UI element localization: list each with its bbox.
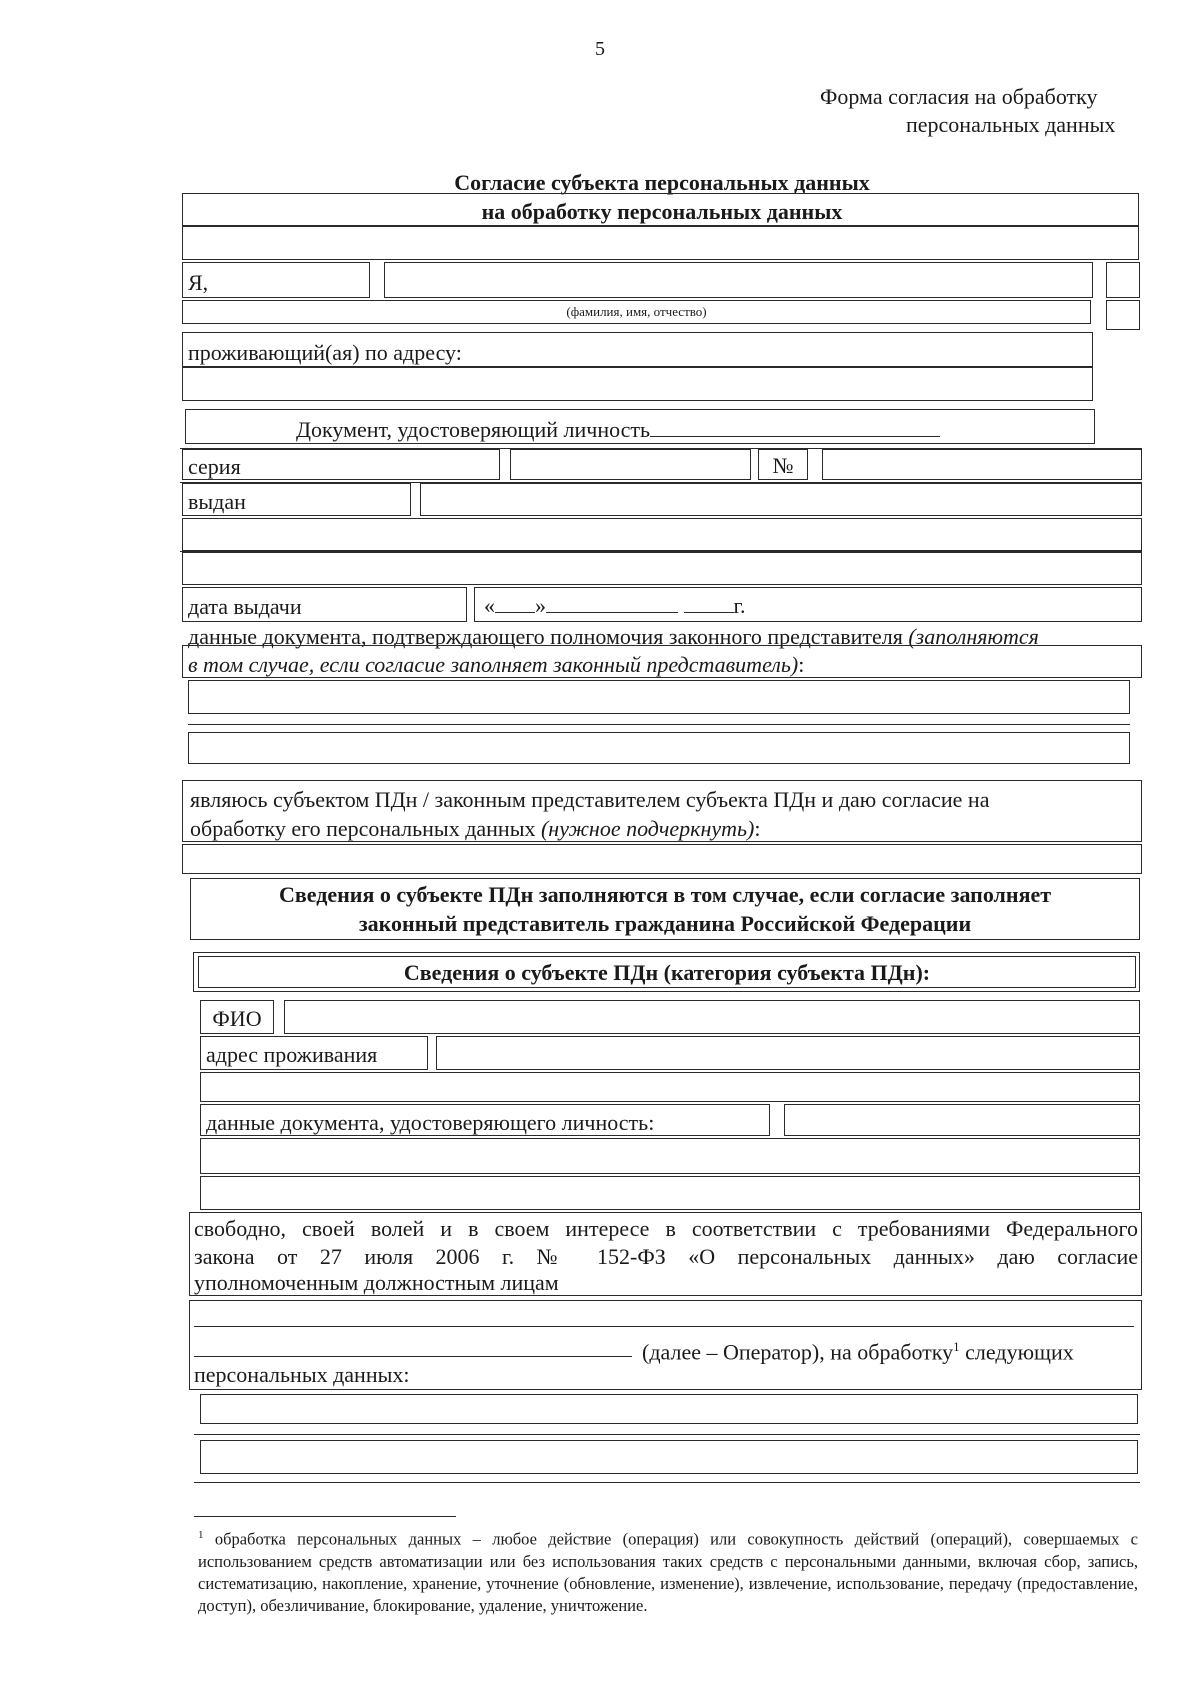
- side-box: [1106, 262, 1140, 298]
- issue-date-row: [484, 592, 746, 619]
- subject-id-doc-field-2[interactable]: [200, 1138, 1140, 1174]
- id-doc-label: Документ, удостоверяющий личность: [296, 417, 651, 442]
- series-field[interactable]: [510, 449, 751, 480]
- document-title-line2: на обработку персональных данных: [481, 199, 843, 224]
- following-text: следующих: [965, 1339, 1074, 1365]
- operator-name-field[interactable]: [194, 1326, 1134, 1327]
- rep-doc-colon: :: [798, 652, 805, 677]
- pd-list-rule: [194, 1434, 1140, 1435]
- rep-doc-note-1: (заполняются: [908, 624, 1039, 649]
- subject-fio-label: ФИО: [212, 1006, 262, 1031]
- consent-last-line: персональных данных:: [194, 1362, 410, 1387]
- subject-address-field[interactable]: [436, 1036, 1140, 1070]
- ya-label-box: [182, 262, 370, 298]
- rep-doc-field-2[interactable]: [188, 732, 1130, 764]
- subject-notice-line1: Сведения о субъекте ПДн заполняются в том случае, если согласие заполняет: [278, 882, 1052, 907]
- footnote-separator: [194, 1516, 456, 1517]
- pd-list-field-2[interactable]: [200, 1440, 1138, 1474]
- fio-field[interactable]: [384, 262, 1093, 298]
- side-box-2: [1106, 300, 1140, 330]
- issued-by-field[interactable]: [420, 483, 1142, 516]
- subject-header: Сведения о субъекте ПДн (категория субъекта ПДн):: [403, 960, 931, 985]
- quote-open: «: [484, 593, 495, 618]
- issued-by-field-2[interactable]: [182, 518, 1142, 551]
- footnote: [198, 1524, 1138, 1617]
- subject-statement-text: обработку его персональных данных: [190, 816, 536, 841]
- rep-doc-line2: [188, 652, 804, 678]
- operator-name-field-2[interactable]: [194, 1356, 632, 1357]
- operator-text: (далее – Оператор), на обработку: [642, 1339, 954, 1365]
- address-field[interactable]: [182, 367, 1093, 401]
- pd-list-rule: [194, 1482, 1140, 1483]
- ya-label: Я,: [188, 270, 209, 295]
- year-suffix: г.: [733, 593, 746, 618]
- subject-address-label: адрес проживания: [206, 1042, 378, 1067]
- issued-by-field-3[interactable]: [182, 552, 1142, 585]
- consent-line3: уполномоченным должностным лицам: [194, 1270, 559, 1295]
- blank-row: [182, 226, 1139, 260]
- issue-date-label: дата выдачи: [188, 594, 302, 619]
- rep-doc-rule: [188, 724, 1130, 725]
- subject-statement-colon: :: [754, 816, 761, 841]
- page-number: 5: [595, 38, 605, 60]
- subject-notice-line2: законный представитель гражданина Российской Федерации: [358, 911, 972, 936]
- rep-doc-note-2: в том случае, если согласие заполняет законный представитель): [188, 652, 799, 677]
- operator-row: [642, 1334, 1074, 1365]
- consent-line2: закона от 27 июля 2006 г. № 152-ФЗ «О персональных данных» даю согласие: [194, 1244, 1138, 1269]
- quote-close: »: [535, 593, 546, 618]
- consent-line1: свободно, своей волей и в своем интересе в соответствии с требованиями Федерального: [194, 1216, 1138, 1241]
- fio-hint: (фамилия, имя, отчество): [566, 304, 707, 319]
- issue-year-field[interactable]: [684, 592, 734, 613]
- issue-month-field[interactable]: [546, 592, 678, 613]
- subject-address-field-2[interactable]: [200, 1072, 1140, 1102]
- number-label: №: [772, 453, 794, 478]
- subject-statement-line1: являюсь субъектом ПДн / законным представителем субъекта ПДн и даю согласие на: [190, 787, 990, 812]
- form-header-line2: персональных данных: [906, 112, 1116, 137]
- form-header-line1: Форма согласия на обработку: [820, 84, 1098, 109]
- issue-day-field[interactable]: [495, 592, 535, 613]
- footnote-ref: 1: [953, 1339, 960, 1354]
- document-title-line1: Согласие субъекта персональных данных: [454, 170, 870, 195]
- number-field[interactable]: [822, 449, 1142, 480]
- id-doc-row: [296, 416, 940, 443]
- address-label: проживающий(ая) по адресу:: [188, 340, 462, 365]
- subject-fio-field[interactable]: [284, 1000, 1140, 1034]
- series-label: серия: [188, 454, 241, 479]
- issued-label: выдан: [188, 489, 246, 514]
- footnote-mark: 1: [198, 1529, 204, 1541]
- rep-doc-field-1[interactable]: [188, 680, 1130, 714]
- subject-id-doc-field-3[interactable]: [200, 1176, 1140, 1210]
- subject-id-doc-field[interactable]: [784, 1104, 1140, 1136]
- subject-statement-line2: [190, 816, 761, 842]
- rep-doc-label: данные документа, подтверждающего полномочия законного представителя: [188, 624, 903, 649]
- subject-id-doc-label: данные документа, удостоверяющего личность:: [206, 1110, 655, 1135]
- pd-list-field-1[interactable]: [200, 1394, 1138, 1424]
- id-doc-type-field[interactable]: [650, 416, 940, 437]
- subject-statement-note: (нужное подчеркнуть): [540, 816, 755, 841]
- footnote-text: обработка персональных данных – любое действие (операция) или совокупность действий (операций), совершаемых с использованием средств автоматизации или без использования таких средств с персональными данными, включая сбор, запись, систематизацию, накопление, хранение, уточнение (обновление, изменение), извлечение, использование, передачу (предоставление, доступ), обезличивание, блокирование, удаление, уничтожение.: [198, 1529, 1138, 1615]
- blank-row: [182, 844, 1142, 874]
